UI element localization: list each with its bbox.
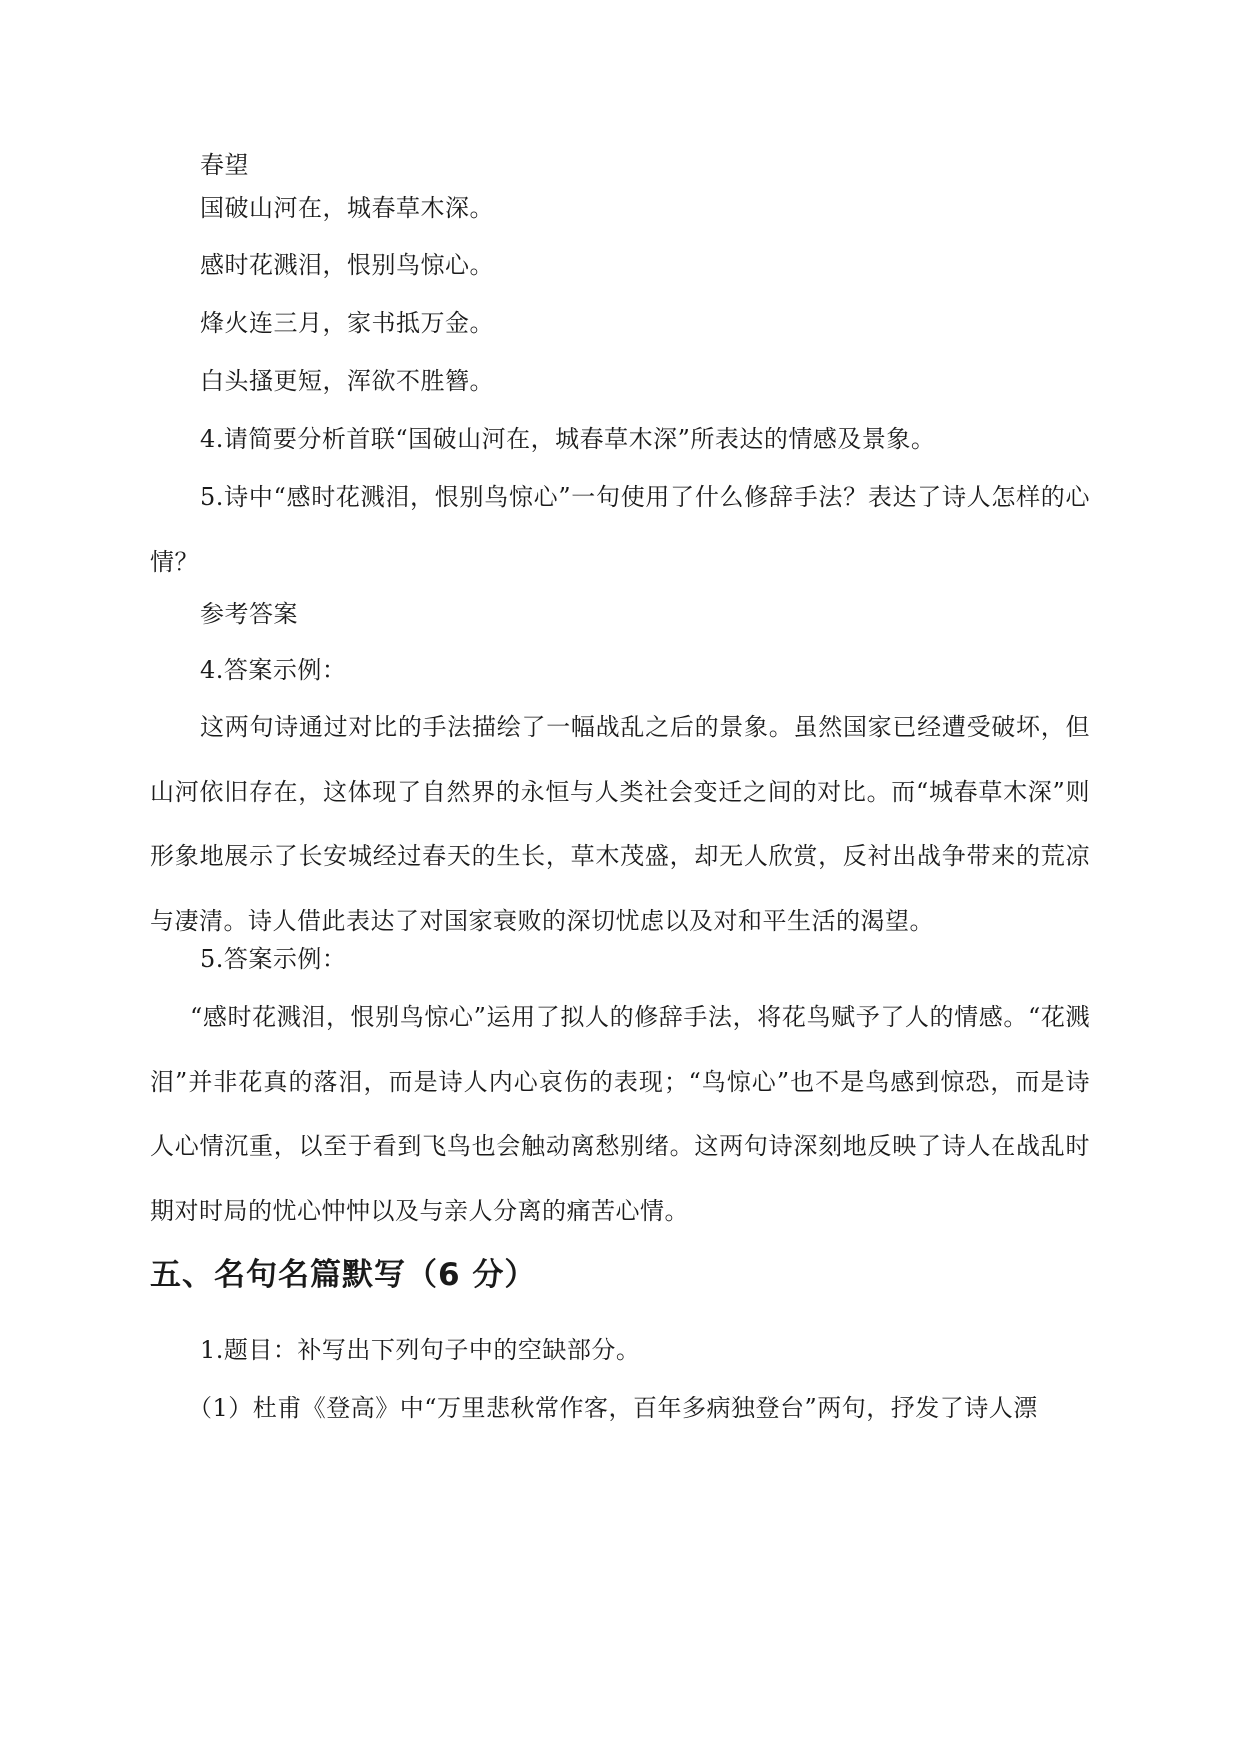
poem-line: 感时花溅泪，恨别鸟惊心。: [200, 251, 494, 279]
poem-line: 烽火连三月，家书抵万金。: [200, 309, 494, 337]
poem-line: 白头搔更短，浑欲不胜簪。: [200, 367, 494, 395]
answer-4-label: 4.答案示例：: [200, 656, 347, 684]
question-4: 4.请简要分析首联“国破山河在，城春草木深”所表达的情感及景象。: [200, 425, 936, 453]
poem-title: 春望: [200, 151, 249, 179]
question-5: 5.诗中“感时花溅泪，恨别鸟惊心”一句使用了什么修辞手法？表达了诗人怎样的心情？: [150, 483, 1090, 576]
answer-5-label: 5.答案示例：: [200, 945, 347, 973]
answers-heading: 参考答案: [200, 600, 298, 628]
poem-line: 国破山河在，城春草木深。: [200, 194, 494, 222]
section-5-question-1: 1.题目：补写出下列句子中的空缺部分。: [200, 1336, 641, 1364]
answer-5-text: “感时花溅泪，恨别鸟惊心”运用了拟人的修辞手法，将花鸟赋予了人的情感。“花溅泪”并非花真的落泪，而是诗人内心哀伤的表现；“鸟惊心”也不是鸟感到惊恐，而是诗人心情沉重，以至于看到飞鸟也会触动离愁别绪。这两句诗深刻地反映了诗人在战乱时期对时局的忧心忡忡以及与亲人分离的痛苦心情。: [150, 1003, 1090, 1225]
answer-4-text: 这两句诗通过对比的手法描绘了一幅战乱之后的景象。虽然国家已经遭受破坏，但山河依旧存在，这体现了自然界的永恒与人类社会变迁之间的对比。而“城春草木深”则形象地展示了长安城经过春天的生长，草木茂盛，却无人欣赏，反衬出战争带来的荒凉与凄清。诗人借此表达了对国家衰败的深切忧虑以及对和平生活的渴望。: [150, 713, 1090, 935]
section-5-item-1: （1）杜甫《登高》中“万里悲秋常作客，百年多病独登台”两句，抒发了诗人漂: [188, 1394, 1038, 1422]
section-5-title: 五、名句名篇默写（6 分）: [150, 1257, 537, 1293]
